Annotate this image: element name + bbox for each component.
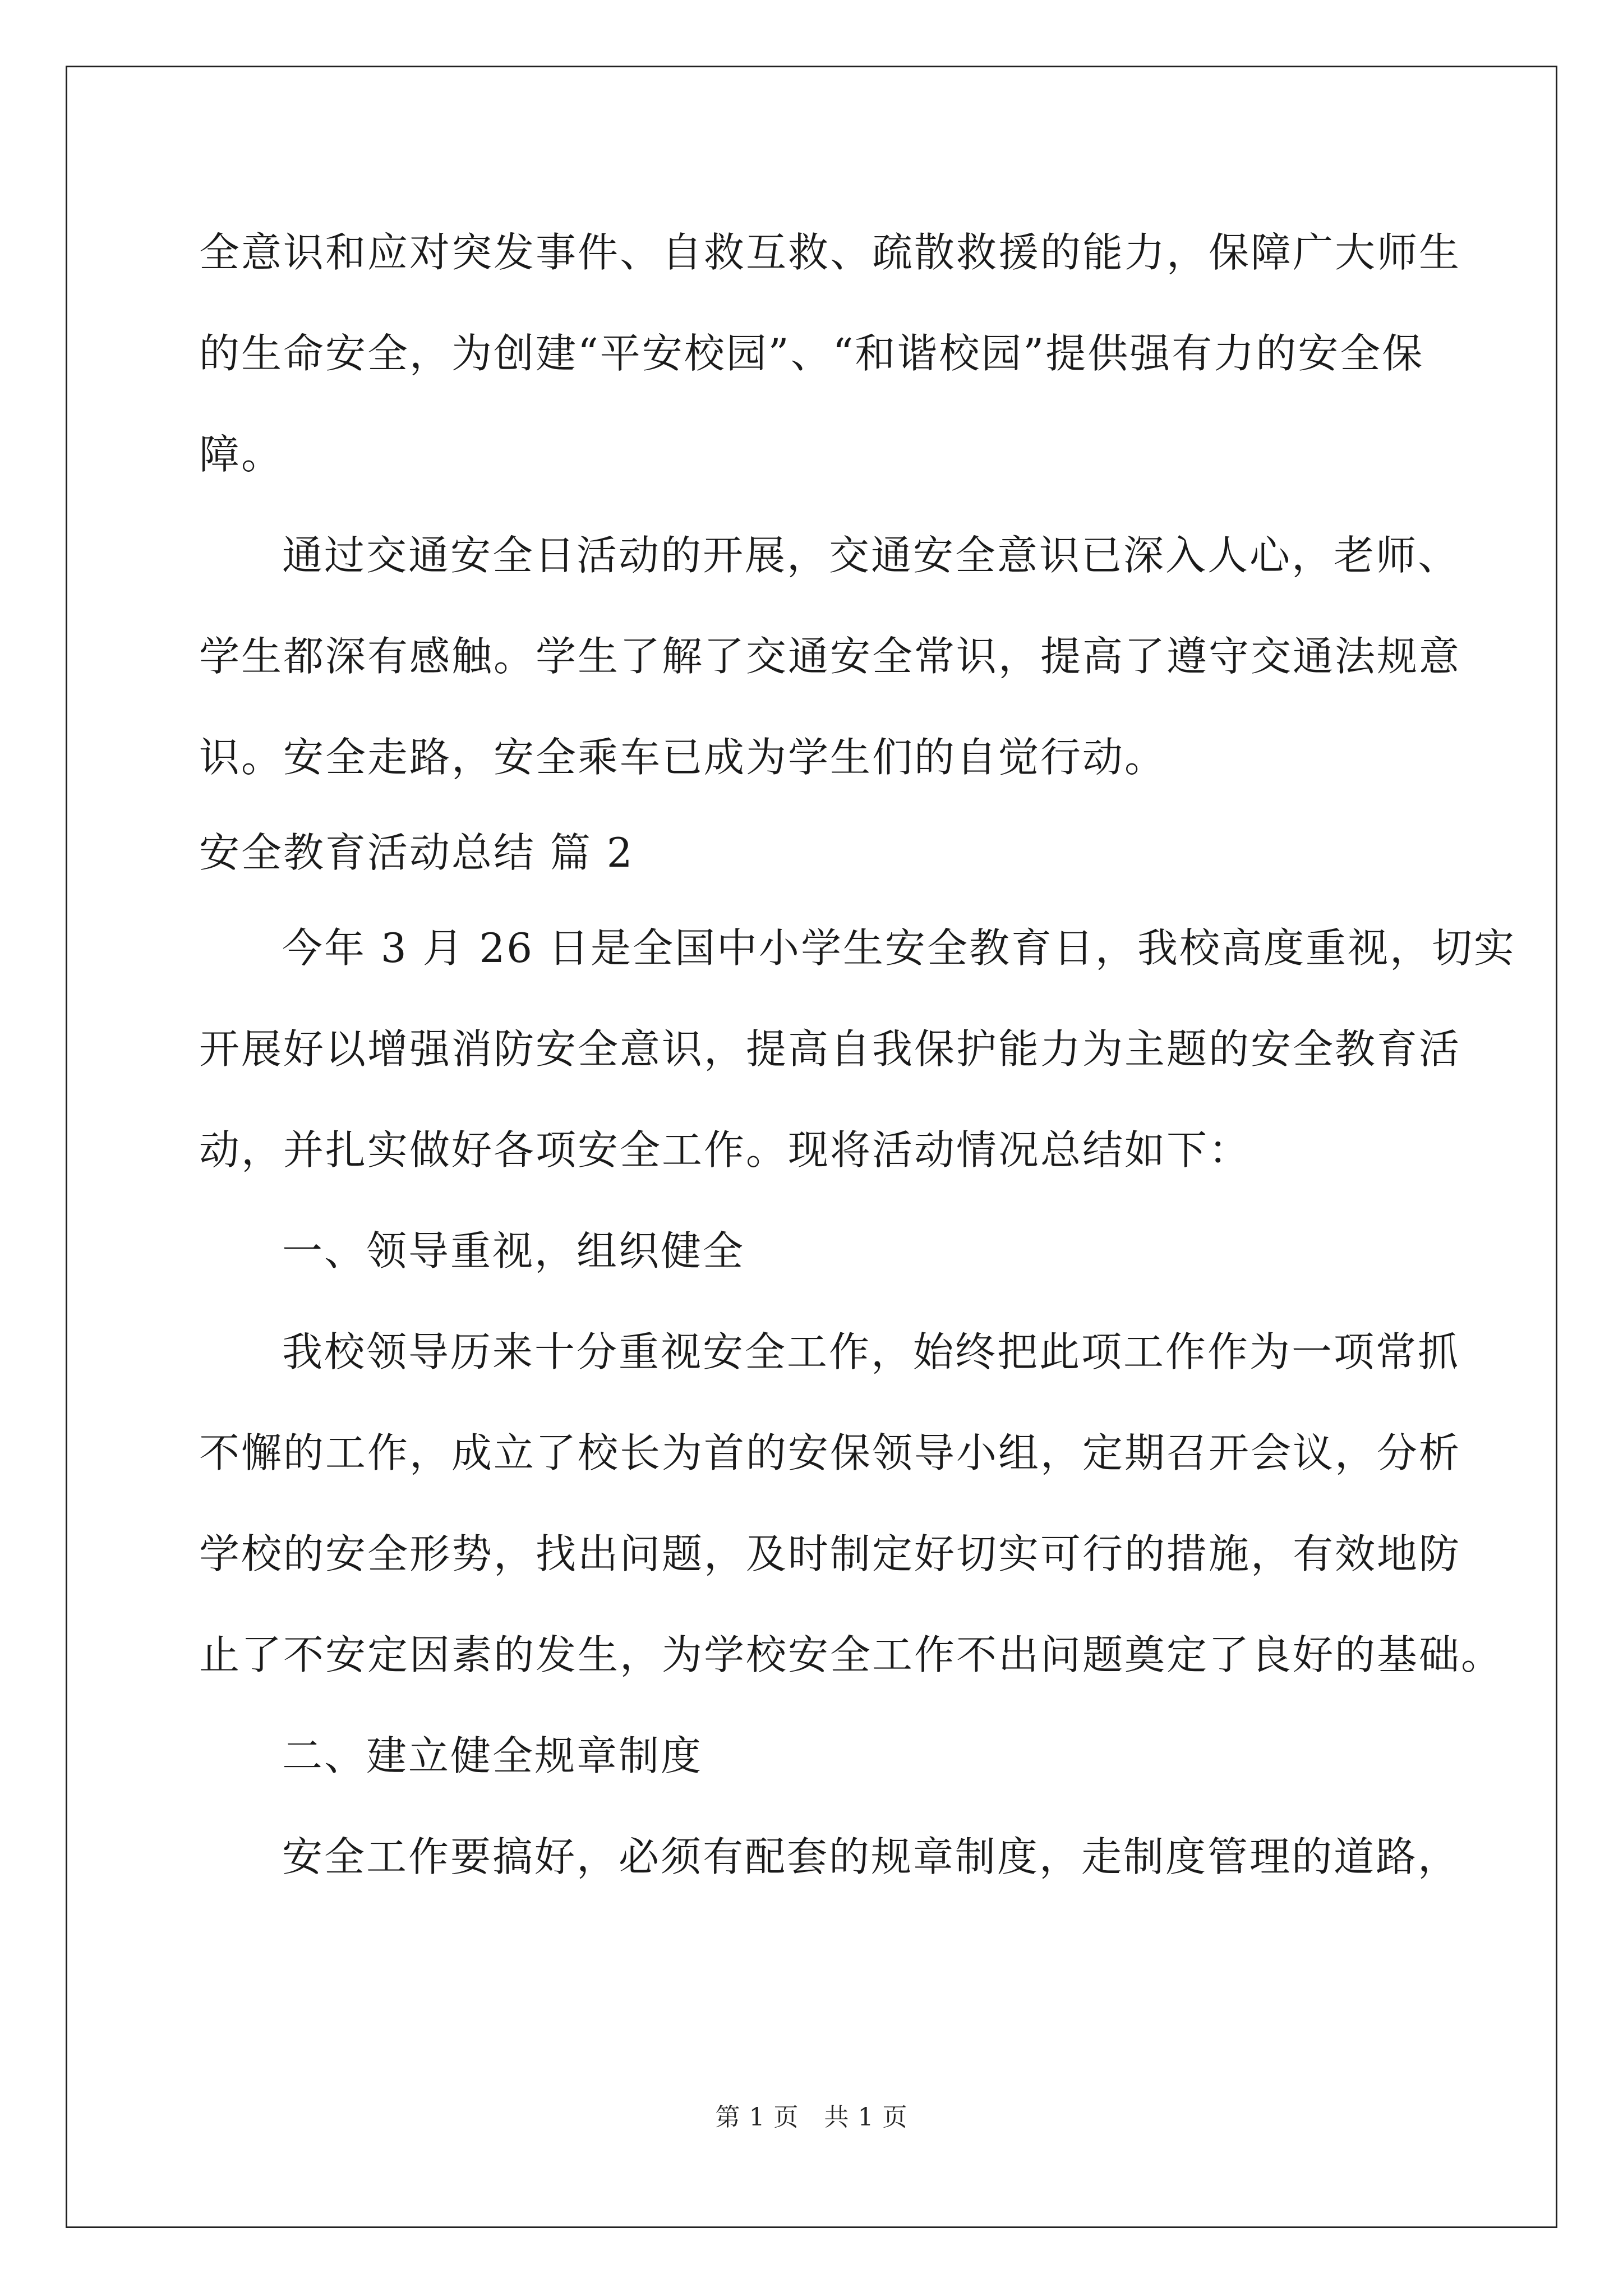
page-number: 第 1 页 共 1 页 xyxy=(715,2103,908,2132)
text-line: 动，并扎实做好各项安全工作。现将活动情况总结如下： xyxy=(199,1126,1251,1174)
section-title: 安全教育活动总结 篇 2 xyxy=(199,829,634,876)
subheading: 一、领导重视，组织健全 xyxy=(282,1227,745,1274)
text-line: 安全工作要搞好，必须有配套的规章制度，走制度管理的道路， xyxy=(282,1833,1460,1880)
text-line: 不懈的工作，成立了校长为首的安保领导小组，定期召开会议，分析 xyxy=(199,1429,1461,1476)
text-line: 全意识和应对突发事件、自救互救、疏散救援的能力，保障广大师生 xyxy=(199,229,1461,276)
text-line: 学生都深有感触。学生了解了交通安全常识，提高了遵守交通法规意 xyxy=(199,633,1461,680)
text-line: 通过交通安全日活动的开展，交通安全意识已深入人心，老师、 xyxy=(282,532,1460,579)
text-line: 学校的安全形势，找出问题，及时制定好切实可行的措施，有效地防 xyxy=(199,1530,1461,1577)
text-line: 开展好以增强消防安全意识，提高自我保护能力为主题的安全教育活 xyxy=(199,1025,1461,1073)
text-line: 今年 3 月 26 日是全国中小学生安全教育日，我校高度重视，切实 xyxy=(282,924,1516,972)
text-line: 止了不安定因素的发生，为学校安全工作不出问题奠定了良好的基础。 xyxy=(199,1631,1504,1678)
text-line: 障。 xyxy=(199,431,284,478)
text-line: 我校领导历来十分重视安全工作，始终把此项工作作为一项常抓 xyxy=(282,1328,1460,1375)
text-line: 识。安全走路，安全乘车已成为学生们的自觉行动。 xyxy=(199,734,1167,781)
text-line: 的生命安全，为创建“平安校园”、“和谐校园”提供强有力的安全保 xyxy=(199,330,1424,377)
subheading: 二、建立健全规章制度 xyxy=(282,1732,703,1779)
